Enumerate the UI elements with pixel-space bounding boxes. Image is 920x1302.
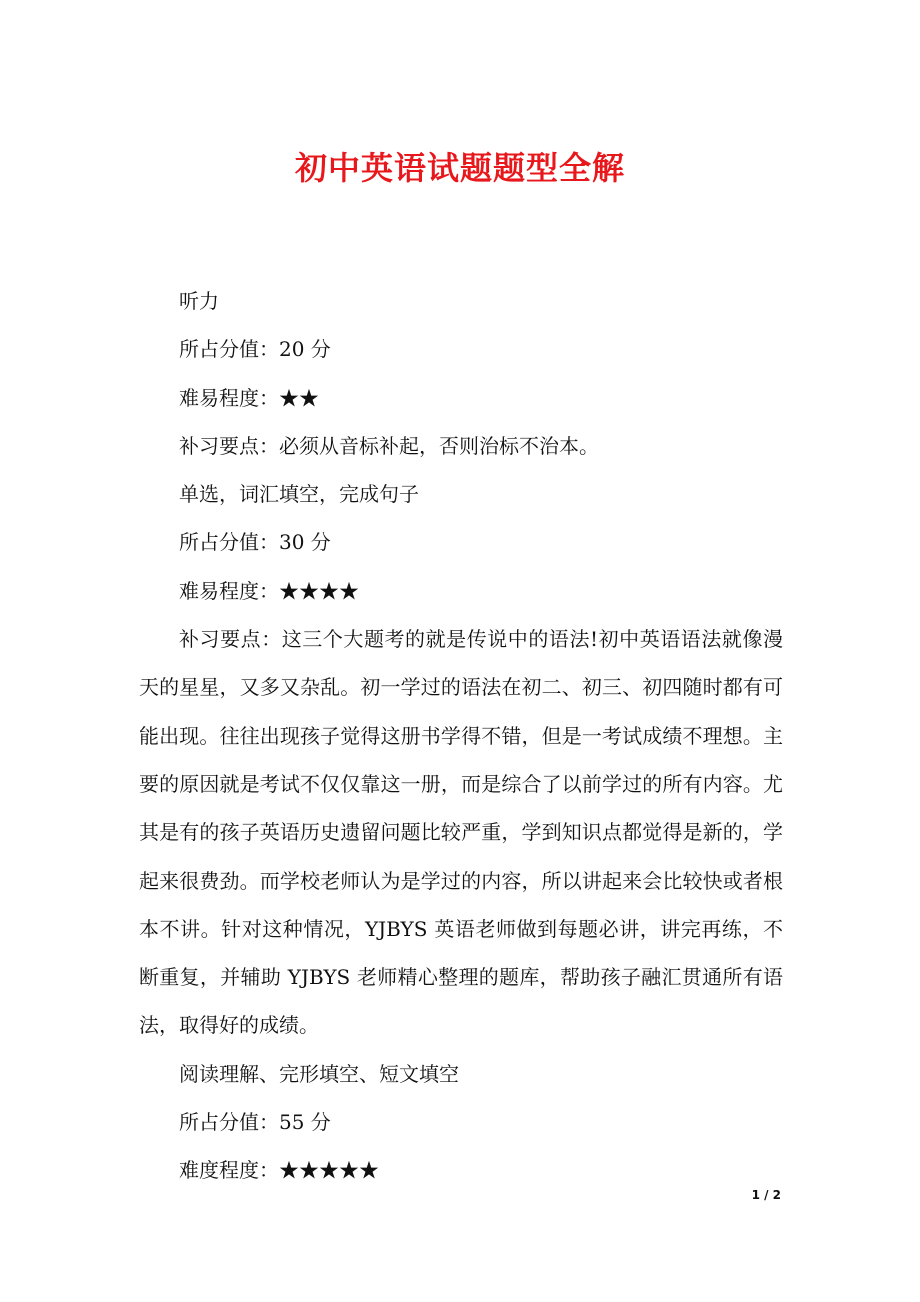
difficulty-line: 难易程度：★★★★: [179, 578, 359, 603]
score-line: 所占分值：20 分: [179, 337, 331, 362]
section-heading-reading: 阅读理解、完形填空、短文填空: [179, 1061, 459, 1086]
score-line: 所占分值：55 分: [179, 1110, 331, 1135]
tutoring-note: 补习要点：这三个大题考的就是传说中的语法!初中英语语法就像漫天的星星，又多又杂乱。初一学过的语法在初二、初三、初四随时都有可能出现。往往出现孩子觉得这册书学得不错，但是一考试成绩不理想。主要的原因就是考试不仅仅靠这一册，而是综合了以前学过的所有内容。尤其是有的孩子英语历史遗留问题比较严重，学到知识点都觉得是新的，学起来很费劲。而学校老师认为是学过的内容，所以讲起来会比较快或者根本不讲。针对这种情况，YJBYS 英语老师做到每题必讲，讲完再练，不断重复，并辅助 YJBYS 老师精心整理的题库，帮助孩子融汇贯通所有语法，取得好的成绩。: [139, 627, 783, 1038]
document-title: 初中英语试题题型全解: [294, 149, 625, 187]
difficulty-line: 难易程度：★★: [179, 385, 319, 410]
section-heading-grammar: 单选，词汇填空，完成句子: [179, 482, 419, 507]
section-heading-listening: 听力: [179, 289, 219, 313]
score-line: 所占分值：30 分: [179, 530, 331, 555]
page-number: 1 / 2: [751, 1188, 781, 1202]
document-body: [139, 277, 783, 1195]
tutoring-note: 补习要点：必须从音标补起，否则治标不治本。: [179, 433, 599, 458]
difficulty-line: 难度程度：★★★★★: [179, 1158, 379, 1183]
